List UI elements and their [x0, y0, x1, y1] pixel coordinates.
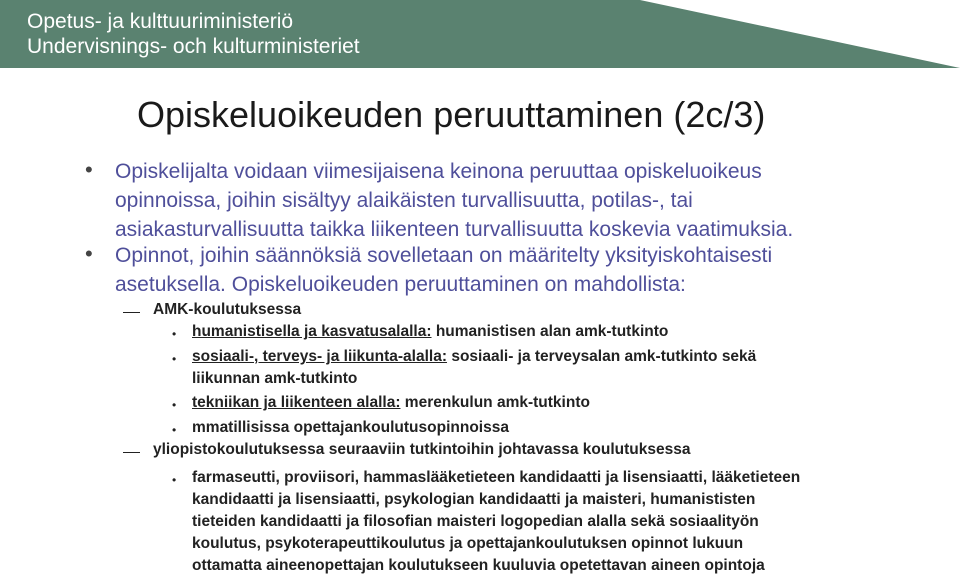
bullet-1-line-2: opinnoissa, joihin sisältyy alaikäisten turvallisuutta, potilas-, tai	[115, 189, 693, 212]
bullet-dot: •	[172, 327, 177, 341]
amk-item-2-degree: sosiaali- ja terveysalan amk-tutkinto sekä	[447, 348, 757, 365]
amk-item-2-continuation: liikunnan amk-tutkinto	[192, 370, 358, 387]
yliopisto-heading: yliopistokoulutuksessa seuraaviin tutkintoihin johtavassa koulutuksessa	[153, 441, 691, 458]
amk-item-1-field: humanistisella ja kasvatusalalla:	[192, 323, 432, 340]
yliopisto-degree-list	[192, 467, 882, 577]
amk-item-1	[192, 321, 882, 343]
bullet-1-line-3: asiakasturvallisuutta taikka liikenteen turvallisuutta koskevia vaatimuksia.	[115, 218, 794, 241]
bullet-text-1	[115, 157, 915, 244]
amk-item-2	[192, 346, 882, 390]
dash-marker	[123, 452, 140, 453]
ministry-name-finnish: Opetus- ja kulttuuriministeriö	[27, 10, 294, 33]
bullet-dot: •	[172, 423, 177, 437]
amk-item-4-text: mmatillisissa opettajankoulutusopinnoissa	[192, 419, 509, 436]
amk-heading: AMK-koulutuksessa	[153, 301, 302, 318]
bullet-text-2	[115, 241, 915, 299]
bullet-dot: •	[85, 157, 93, 182]
yliopisto-line-5: ottamatta aineenopettajan koulutukseen kuuluvia opetettavan aineen opintoja	[192, 557, 765, 574]
yliopisto-line-2: kandidaatti ja lisensiaatti, psykologian kandidaatti ja maisteri, humanististen	[192, 491, 756, 508]
amk-item-3	[192, 392, 882, 414]
amk-item-2-field: sosiaali-, terveys- ja liikunta-alalla:	[192, 348, 448, 365]
ministry-header-bar	[0, 0, 960, 68]
bullet-dot: •	[172, 473, 177, 487]
ministry-name-swedish: Undervisnings- och kulturministeriet	[27, 35, 360, 58]
yliopisto-line-3: tieteiden kandidaatti ja filosofian maisteri logopedian alalla sekä sosiaalityön	[192, 513, 759, 530]
dash-marker	[123, 312, 140, 313]
bullet-dot: •	[172, 352, 177, 366]
slide-title: Opiskeluoikeuden peruuttaminen (2c/3)	[137, 94, 766, 135]
amk-item-4	[192, 417, 882, 439]
yliopisto-line-1: farmaseutti, proviisori, hammaslääketieteen kandidaatti ja lisensiaatti, lääketieteen	[192, 469, 801, 486]
amk-item-3-degree: merenkulun amk-tutkinto	[400, 394, 590, 411]
amk-item-1-degree: humanistisen alan amk-tutkinto	[431, 323, 669, 340]
yliopisto-line-4: koulutus, psykoterapeuttikoulutus ja opettajankoulutuksen opinnot lukuun	[192, 535, 744, 552]
amk-item-3-field: tekniikan ja liikenteen alalla:	[192, 394, 401, 411]
bullet-dot: •	[85, 241, 93, 266]
bullet-1-line-1: Opiskelijalta voidaan viimesijaisena keinona peruuttaa opiskeluoikeus	[115, 160, 762, 183]
bullet-dot: •	[172, 398, 177, 412]
bullet-2-line-1: Opinnot, joihin säännöksiä sovelletaan on määritelty yksityiskohtaisesti	[115, 244, 773, 267]
header-diagonal-accent	[640, 0, 960, 68]
bullet-2-line-2: asetuksella. Opiskeluoikeuden peruuttaminen on mahdollista:	[115, 273, 686, 296]
